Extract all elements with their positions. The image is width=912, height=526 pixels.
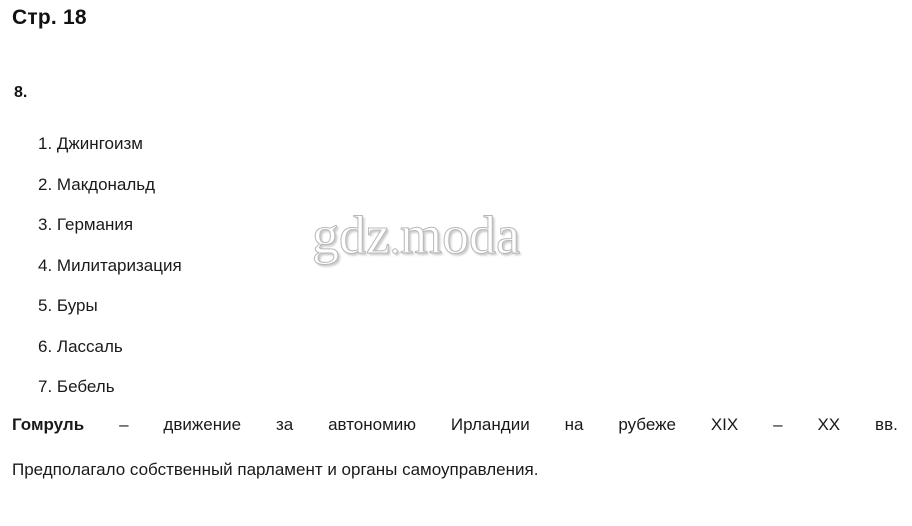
definition-word: рубеже	[618, 415, 676, 434]
list-item	[38, 286, 458, 327]
list-item-label: Германия	[56, 215, 134, 234]
list-item-number: 6.	[38, 336, 53, 356]
definition-word: движение	[163, 415, 242, 434]
definition-word: вв.	[875, 415, 898, 434]
list-item-number: 3.	[38, 215, 53, 234]
answer-list	[38, 124, 458, 408]
list-item-number: 2.	[38, 174, 53, 194]
list-item	[38, 246, 458, 287]
list-item	[38, 327, 458, 368]
definition-line-two: Предполагало собственный парламент и органы самоуправления.	[12, 460, 539, 479]
list-item	[38, 205, 458, 246]
list-item-label: Лассаль	[56, 336, 123, 356]
definition-line-one	[12, 408, 898, 441]
watermark-dot: .	[389, 217, 400, 262]
watermark-part-one: gdz	[312, 205, 390, 265]
list-item	[38, 124, 458, 165]
definition-word: –	[773, 415, 783, 434]
list-item-label: Милитаризация	[56, 255, 182, 275]
list-item	[38, 367, 458, 408]
definition-term: Гомруль	[12, 415, 85, 434]
list-item	[38, 165, 458, 206]
list-item-label: Буры	[56, 296, 98, 315]
list-item-number: 1.	[38, 134, 53, 153]
definition-word: XIX	[710, 415, 739, 434]
list-item-label: Джингоизм	[56, 134, 143, 153]
definition-word: за	[275, 415, 294, 434]
definition-word: –	[119, 415, 129, 434]
task-number: 8.	[14, 84, 28, 101]
list-item-number: 7.	[38, 377, 53, 396]
watermark-part-two: moda	[399, 205, 520, 265]
page-number: Стр. 18	[12, 6, 87, 29]
list-item-number: 4.	[38, 255, 53, 275]
list-item-label: Бебель	[56, 377, 115, 396]
list-item-label: Макдональд	[56, 174, 156, 194]
definition-word: XX	[817, 415, 841, 434]
definition-paragraph	[12, 408, 900, 486]
list-item-number: 5.	[38, 296, 53, 315]
definition-word: Ирландии	[450, 415, 530, 434]
definition-word: на	[564, 415, 584, 434]
definition-word: автономию	[328, 415, 417, 434]
